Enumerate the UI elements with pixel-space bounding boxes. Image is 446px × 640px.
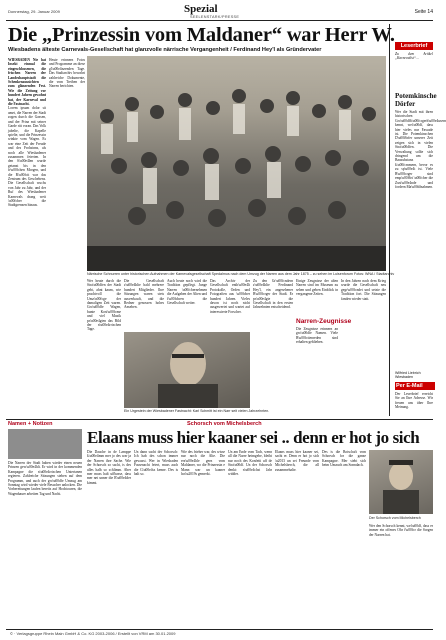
- leserbrief-title: Leserbrief: [395, 42, 433, 50]
- lower-tag-left: Namen + Notizen: [8, 421, 53, 427]
- email-text: [395, 392, 433, 416]
- schorsch-caption: Der Schorsch vom Michelsberch: [369, 516, 421, 520]
- sidebar-divider: [389, 24, 390, 416]
- lower-column-1: Die Dauche in de Lamppe k\u00e4mm mer jo des war ja der Narren ihre Sache. Wie der Schorsch so sacht, is des alles halb so schlimm. Aber mer muss halt uffbasse, dass mer net unner die R\u00e4der kimmt.: [87, 450, 131, 485]
- notes-column: Die Narren der Stadt haben wieder einen neuen Prinzen gew\u00e4hlt. Er wird in der kommenden Kampagne die n\u00e4rrischen Untertanen regieren. Zahlreiche Sitzungen stehen auf dem Programm, und auch der gro\u00dfe Umzug am Sonntag wird wieder viele Besucher anlocken. Die Vorbereitungen laufen bereits auf Hochtouren, die Wagenbauer arbeiten Tag und Nacht.: [8, 429, 82, 627]
- filler-text-a: Lorem ipsum dolor sit amet, die Narren der Stadt zogen durch die Gassen, und der Prinz mit seiner Garde ritt voran. Das Volk jubelte, die Kapelle spielte, und die Prinzessin winkte vom Wagen. Es war eine Zeit der Freude und des Frohsinns, als noch alle Wiesbadener zusammen feierten. In den S\u00e4len wurde getanzt bis in den fr\u00fchen Morgen, und die B\u00fctt war das Zentrum des Geschehens. Die Gesellschaft wuchs von Jahr zu Jahr, und der Ruf des Wiesbadener Karnevals drang weit \u00fcber die Stadtgrenzen hinaus.: [8, 106, 46, 208]
- leserbrief-body: Wer die Stadt mit ihren historischen Gro\u00dfb\u00fcrgerh\u00e4usern kennt, wei\u00df, dass hier vieles nur Fassade ist. Die Potemkinschen D\u00f6rfer unserer Zeit zeigen sich in vielen Stra\u00dfen. Die Verwaltung sollte sich dringend um die Bausubstanz k\u00fcmmern, bevor es zu sp\u00e4t ist. Viele B\u00fcrger sind emp\u00f6rt \u00fcber die Zust\u00e4nde und fordern Ma\u00dfnahmen.: [395, 110, 446, 189]
- lower-column-3: Wie des frieher war, des wisse nur noch die Alte. Die erz\u00e4hle gern vom Maldaner, wo die Prinzessin e Mann war un kaaner hot\u2019s gemerkt.: [181, 450, 225, 477]
- narren-zeugnisse-text: Die Zeugnisse erinnern an gro\u00dfe Namen. Viele B\u00fcttenreden sind erhalten geblieben.: [296, 327, 338, 345]
- body-column-6: Einige Zeugnisse der alten Narren sind im Museum zu sehen und geben Einblick in vergangene Zeiten.: [296, 279, 338, 297]
- schorsch-figure: [369, 450, 433, 514]
- header-rule: [6, 20, 433, 21]
- body-column-1: Wer heute durch die Stra\u00dfen der Stadt geht, ahnt kaum, wie prachtvoll die Umz\u00fcge der damaligen Zeit waren. Gro\u00dfe Wagen, bunte Kost\u00fcme und viel Musik pr\u00e4gten das Bild der n\u00e4rrischen Tage.: [87, 279, 121, 332]
- leserbrief-intro-text: Zu dem Artikel „Karnevalist“…: [395, 52, 433, 61]
- leserbrief-intro: [395, 52, 433, 92]
- lower-column-5: Elaans muss hier kaaner sei, sacht er. Denn er hot jo sich \u2013 un sei Freunde vom Michelsberch, die all zusammehalte.: [275, 450, 319, 472]
- lead-text: WIESBADEN Nie hat Insekt einmal die eingeschlossenen, die frischen Narren der Landeshauptstadt die Schenkenaussichten zum glänzenden Fest. Wie die Zeitung vor hundert Jahren gewohnt hat, der Karneval und die Fastnacht.: [8, 58, 46, 107]
- lower-rule: [6, 419, 433, 420]
- page-number: Seite 14: [414, 9, 433, 15]
- lead-text-column: [8, 58, 46, 416]
- lower-tag-right: Schorsch vom Michelsberch: [187, 421, 262, 427]
- group-photo: [87, 56, 386, 271]
- notes-photo: [8, 429, 82, 459]
- main-subheadline: Wiesbadens älteste Carnevals-Gesellschaft hat glanzvolle närrische Vergangenheit / Ferdinand Hey'l als Gründervater: [8, 47, 322, 53]
- lower-column-6: Des is die Botschaft vom Schorsch for die ganze Kampagne. Mer sieht sich beim Umzuch am Sonndach.: [322, 450, 366, 468]
- lower-column-2: Un dann sacht der Schorsch: Ich hab des schon immer gewusst. Wer in Wiesbaden Fassenacht feiert, muss aach die G\u00e4ss kenne. Des is halt so.: [134, 450, 178, 477]
- portrait-photo: [124, 332, 250, 408]
- header-date: Donnerstag, 29. Januar 2009: [8, 9, 60, 14]
- lower-headline: Elaans muss hier kaaner sei .. denn er hot jo sich: [87, 428, 420, 447]
- footer-copyright: © · Verlagsgruppe Rhein Main GmbH & Co. KG 2003-2006 / Erstellt von VRM am 30.01.2009: [10, 631, 176, 636]
- schorsch-portrait: [369, 450, 433, 514]
- section-title: Spezial: [184, 3, 218, 15]
- body-column-2: Die Gesellschaft z\u00e4hlte bald mehrere hundert Mitglieder. Ihre Sitzungen waren stets ausverkauft, und die Redner genossen hohes Ansehen.: [124, 279, 164, 310]
- body-column-7: In den Jahren nach dem Krieg wurde die Gesellschaft neu gegr\u00fcndet und setzte die Tradition fort. Die Sitzungen fanden wieder statt.: [341, 279, 386, 301]
- group-photo-caption: Närrische Schnurren unter historischen Aufnahmen der Karnevalsgesellschaft Spedalmus nach dem Umzug der Narren aus dem Jahr 1875 – zu sehen im Luisenforum: [87, 272, 353, 276]
- author-column: [49, 58, 85, 416]
- narren-zeugnisse-heading: Narren-Zeugnisse: [296, 318, 352, 325]
- email-title: Per E-Mail: [395, 382, 435, 390]
- body-column-4: Das Archiv der Gesellschaft enth\u00e4lt Protokolle, Orden und Fotografien aus \u00fcber hundert Jahren. Vieles davon ist noch nicht ausgewertet und wartet auf interessierte Forscher.: [210, 279, 250, 314]
- main-headline: Die „Prinzessin vom Maldaner“ war Herr W.: [8, 24, 395, 46]
- leserbrief-author: Wilfried Liebrich Wiesbaden: [395, 371, 421, 380]
- footer-rule: [6, 629, 433, 630]
- portrait-figure: [124, 332, 250, 408]
- filler-text-b: Heute erinnern Fotos und Programme an diese gl\u00e4nzenden Tage. Das Stadtarchiv bewahrt zahlreiche Dokumente, die vom Treiben der Narren berichten.: [49, 58, 85, 89]
- lower-column-7: Wer den Schorsch kennt, wei\u00df, dass er immer ein offenes Ohr f\u00fcr die Sorgen der Narren hat.: [369, 524, 433, 537]
- portrait-caption: Ein Urgestein der Wiesbadener Fastnacht: Karl Schmitt ist ein Narr seit vielen Jahrzehnten.: [124, 409, 270, 413]
- leserbrief-subtitle: Potemkinsche Dörfer: [395, 92, 437, 108]
- body-column-3: Auch heute noch wird die Tradition gepflegt. Junge Narren \u00fcbernehmen die Aufgaben der Alten und f\u00fchren die Gesellschaft weiter.: [167, 279, 207, 306]
- section-subtitle: SEELENSTARK/PRESSE: [190, 15, 240, 19]
- body-column-5: Zu den Gr\u00fcndern z\u00e4hlte Ferdinand Hey'l, ein angesehener B\u00fcrger der Stadt. Er pr\u00e4gte die Gesellschaft in den ersten Jahrzehnten entscheidend.: [253, 279, 293, 310]
- group-photo-figures: [87, 56, 386, 271]
- lower-column-4: Un am Ende vom Tach, wenn all die Narre heimgehe, bleibt nur noch des Konfetti uff de Stra\u00df. Un der Schorsch denkt: n\u00e4chst Jahr widder.: [228, 450, 272, 477]
- email-text-body: Der Leserbrief erreicht Sie an Ihre Adresse. Wir freuen uns über Ihre Meinung.: [395, 392, 433, 410]
- group-photo-credit: Fotos: WNA / Stadtarchiv: [354, 272, 395, 276]
